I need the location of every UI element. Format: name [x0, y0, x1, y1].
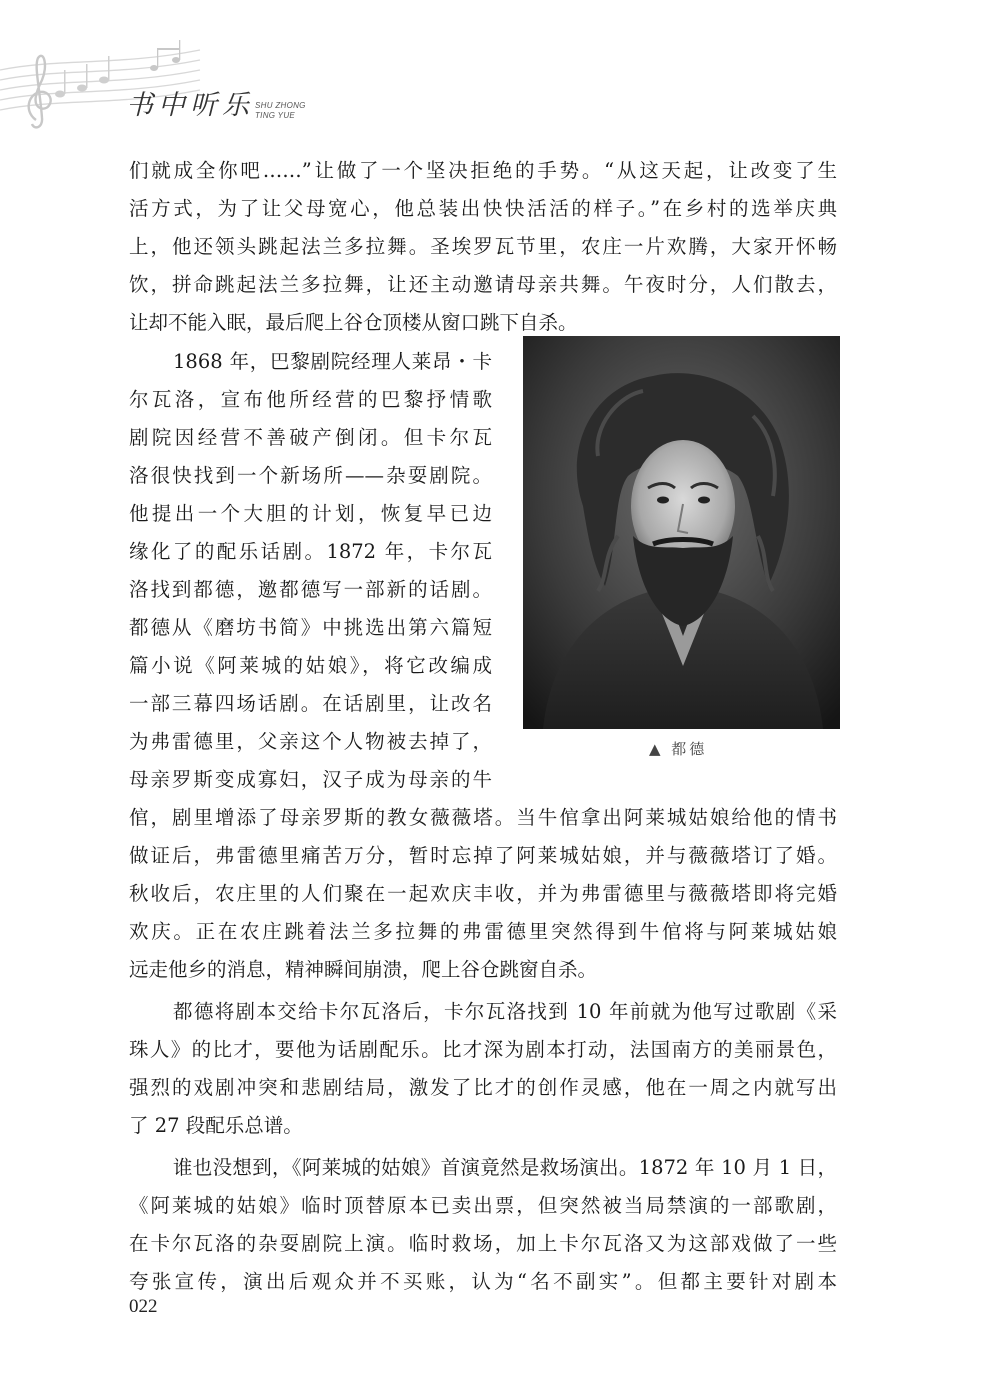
running-header: [0, 0, 998, 150]
paragraph-2-line-10: 一部三幕四场话剧。在话剧里，让改名: [129, 692, 492, 715]
paragraph-3-line-1: 都德将剧本交给卡尔瓦洛后，卡尔瓦洛找到 10 年前就为他写过歌剧《采: [173, 1000, 837, 1023]
paragraph-2-line-6: 缘化了的配乐话剧。1872 年，卡尔瓦: [129, 540, 492, 563]
paragraph-4-line-1: 谁也没想到，《阿莱城的姑娘》首演竟然是救场演出。1872 年 10 月 1 日，: [173, 1156, 837, 1179]
paragraph-2-line-15: 秋收后，农庄里的人们聚在一起欢庆丰收，并为弗雷德里与薇薇塔即将完婚: [129, 882, 837, 905]
paragraph-1-line-4: 饮，拼命跳起法兰多拉舞，让还主动邀请母亲共舞。午夜时分，人们散去，: [129, 273, 837, 296]
paragraph-2-line-3: 剧院因经营不善破产倒闭。但卡尔瓦: [129, 426, 492, 449]
paragraph-2-line-14: 做证后，弗雷德里痛苦万分，暂时忘掉了阿莱城姑娘，并与薇薇塔订了婚。: [129, 844, 837, 867]
paragraph-4-line-2: 《阿莱城的姑娘》临时顶替原本已卖出票，但突然被当局禁演的一部歌剧，: [129, 1194, 837, 1217]
paragraph-3-line-3: 强烈的戏剧冲突和悲剧结局，激发了比才的创作灵感，他在一周之内就写出: [129, 1076, 837, 1099]
paragraph-2-line-11: 为弗雷德里，父亲这个人物被去掉了，: [129, 730, 492, 753]
brand-subtitle-line-1: SHU ZHONG: [255, 101, 306, 110]
treble-clef-icon: [29, 56, 51, 128]
paragraph-4-line-4: 夸张宣传，演出后观众并不买账，认为“名不副实”。但都主要针对剧本: [129, 1270, 837, 1293]
paragraph-2-line-12: 母亲罗斯变成寡妇，汉子成为母亲的牛: [129, 768, 492, 791]
paragraph-2-line-2: 尔瓦洛，宣布他所经营的巴黎抒情歌: [129, 388, 492, 411]
page-number: 022: [129, 1296, 158, 1317]
paragraph-2-line-1: 1868 年，巴黎剧院经理人莱昂・卡: [173, 350, 492, 373]
paragraph-3-line-2: 珠人》的比才，要他为话剧配乐。比才深为剧本打动，法国南方的美丽景色，: [129, 1038, 837, 1061]
paragraph-2-line-4: 洛很快找到一个新场所——杂耍剧院。: [129, 464, 492, 487]
paragraph-1-line-3: 上，他还领头跳起法兰多拉舞。圣埃罗瓦节里，农庄一片欢腾，大家开怀畅: [129, 235, 837, 258]
paragraph-4-line-3: 在卡尔瓦洛的杂耍剧院上演。临时救场，加上卡尔瓦洛又为这部戏做了一些: [129, 1232, 837, 1255]
paragraph-1-line-2: 活方式，为了让父母宽心，他总装出快快活活的样子。”在乡村的选举庆典: [129, 197, 837, 220]
paragraph-2-line-13: 倌，剧里增添了母亲罗斯的教女薇薇塔。当牛倌拿出阿莱城姑娘给他的情书: [129, 806, 837, 829]
paragraph-2-line-17: 远走他乡的消息，精神瞬间崩溃，爬上谷仓跳窗自杀。: [129, 958, 598, 981]
paragraph-1-line-5: 让却不能入眠，最后爬上谷仓顶楼从窗口跳下自杀。: [129, 311, 578, 334]
paragraph-2-line-9: 篇小说《阿莱城的姑娘》，将它改编成: [129, 654, 492, 677]
paragraph-2-line-16: 欢庆。正在农庄跳着法兰多拉舞的弗雷德里突然得到牛倌将与阿莱城姑娘: [129, 920, 837, 943]
figure-caption: ▲ 都德: [649, 740, 708, 758]
brand-title: 书中听乐: [126, 90, 254, 121]
paragraph-2-line-8: 都德从《磨坊书简》中挑选出第六篇短: [129, 616, 492, 639]
daudet-portrait-photo: [523, 336, 840, 729]
paragraph-3-line-4: 了 27 段配乐总谱。: [129, 1114, 303, 1137]
paragraph-1-line-1: 们就成全你吧……”让做了一个坚决拒绝的手势。“从这天起，让改变了生: [129, 159, 837, 182]
paragraph-2-line-5: 他提出一个大胆的计划，恢复早已边: [129, 502, 492, 525]
brand-subtitle: [255, 101, 306, 121]
brand-subtitle-line-2: TING YUE: [255, 111, 296, 120]
paragraph-2-line-7: 洛找到都德，邀都德写一部新的话剧。: [129, 578, 492, 601]
